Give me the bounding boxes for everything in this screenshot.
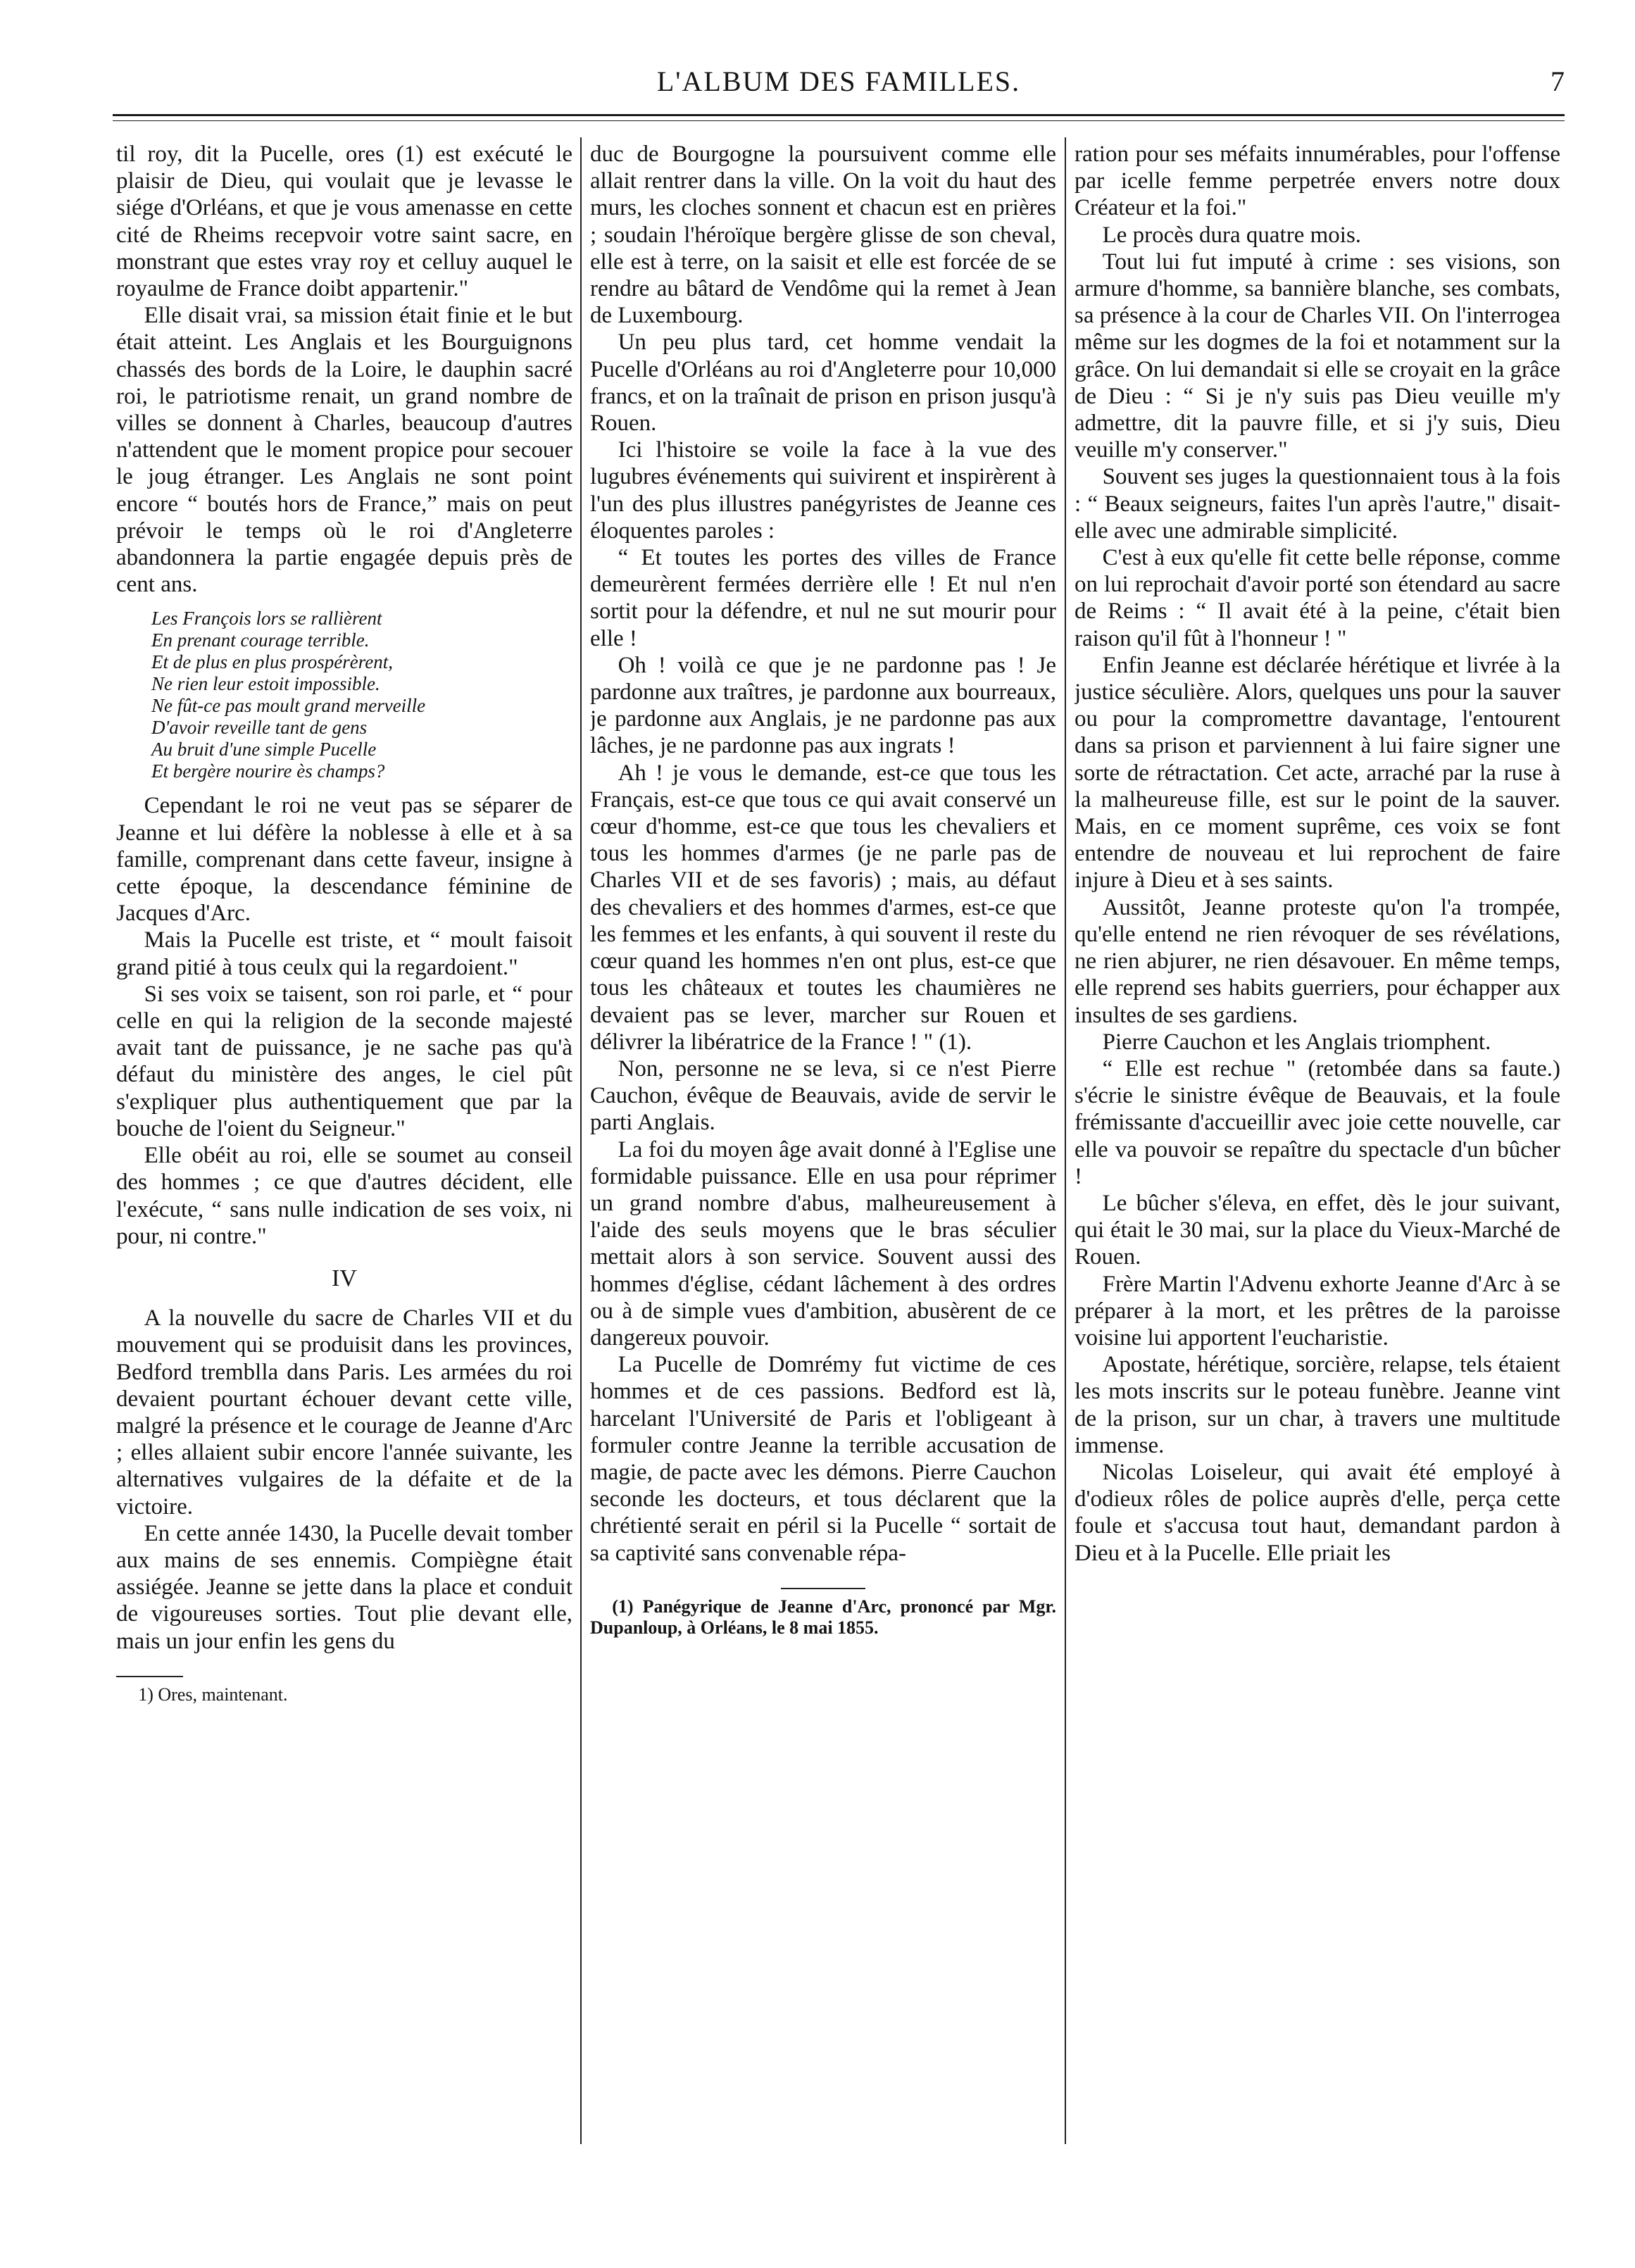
column-2 xyxy=(590,141,1056,2141)
running-title: L'ALBUM DES FAMILLES. xyxy=(656,65,1021,97)
poem-line: Les François lors se rallièrent xyxy=(151,608,382,629)
poem-quote xyxy=(151,608,572,782)
paragraph: Le bûcher s'éleva, en effet, dès le jour suivant, qui était le 30 mai, sur la place du Vieux-Marché de Rouen. xyxy=(1075,1190,1560,1270)
paragraph: La Pucelle de Domrémy fut victime de ces hommes et de ces passions. Bedford est là, harcelant l'Université de Paris et l'obligeant à formuler contre Jeanne la terrible accusation de magie, de pacte avec les démons. Pierre Cauchon seconde les docteurs, et tous déclarent que la chrétienté serait en péril si la Pucelle “ sortait de sa captivité sans convenable répa- xyxy=(590,1352,1056,1566)
paragraph: Frère Martin l'Advenu exhorte Jeanne d'Arc à se préparer à la mort, et les prêtres de la paroisse voisine lui apportent l'eucharistie. xyxy=(1075,1271,1560,1351)
paragraph: Apostate, hérétique, sorcière, relapse, tels étaient les mots inscrits sur le poteau funèbre. Jeanne vint de la prison, sur un char, à travers une multitude immense. xyxy=(1075,1352,1560,1458)
paragraph: Elle disait vrai, sa mission était finie et le but était atteint. Les Anglais et les Bourguignons chassés des bords de la Loire, le dauphin sacré roi, le patriotisme renait, un grand nombre de villes se donnent à Charles, beaucoup d'autres n'attendent que le moment propice pour secouer le joug étranger. Les Anglais ne sont point encore “ boutés hors de France,” mais on peut prévoir le temps où le roi d'Angleterre abandonnera la partie engagée depuis près de cent ans. xyxy=(116,303,572,598)
paragraph: Ah ! je vous le demande, est-ce que tous les Français, est-ce que tous ce qui avait conservé un cœur d'homme, est-ce que tous les chevaliers et tous les hommes d'armes (je ne parle pas de Charles VII et de ses favoris) ; mais, au défaut des chevaliers et des hommes d'armes, est-ce que les femmes et les enfants, à qui souvent il reste du cœur quand les hommes n'en ont plus, est-ce que tous les châteaux et toutes les chaumières ne devaient pas se lever, marcher sur Rouen et délivrer la libératrice de la France ! " (1). xyxy=(590,760,1056,1055)
poem-line: Ne rien leur estoit impossible. xyxy=(151,673,380,695)
paragraph: Mais la Pucelle est triste, et “ moult faisoit grand pitié à tous ceulx qui la regardoient." xyxy=(116,927,572,980)
footnote-rule xyxy=(116,1676,183,1677)
paragraph: Aussitôt, Jeanne proteste qu'on l'a trompée, qu'elle entend ne rien révoquer de ses révélations, ne rien abjurer, ne rien désavouer. En même temps, elle reprend ses habits guerriers, pour échapper aux insultes de ses gardiens. xyxy=(1075,894,1560,1028)
poem-line: D'avoir reveille tant de gens xyxy=(151,717,368,739)
column-3 xyxy=(1075,141,1560,2141)
paragraph: Elle obéit au roi, elle se soumet au conseil des hommes ; ce que d'autres décident, elle l'exécute, “ sans nulle indication de ses voix, ni pour, ni contre." xyxy=(116,1143,572,1249)
column-divider-right xyxy=(1065,137,1066,2144)
paragraph: Souvent ses juges la questionnaient tous à la fois : “ Beaux seigneurs, faites l'un après l'autre," disait-elle avec une admirable simplicité. xyxy=(1075,464,1560,544)
section-heading: IV xyxy=(332,1265,357,1291)
paragraph: Non, personne ne se leva, si ce n'est Pierre Cauchon, évêque de Beauvais, avide de servir le parti Anglais. xyxy=(590,1055,1056,1136)
page-number: 7 xyxy=(1551,65,1565,97)
column-1 xyxy=(116,141,572,2141)
paragraph: Enfin Jeanne est déclarée hérétique et livrée à la justice séculière. Alors, quelques uns pour la sauver ou pour la compromettre davantage, l'entourent dans sa prison et parviennent à lui faire signer une sorte de rétractation. Cet acte, arraché par la ruse à la malheureuse fille, est sur le point de la sauver. Mais, en ce moment suprême, ces voix se font entendre de nouveau et lui reprochent de faire injure à Dieu et à ses saints. xyxy=(1075,652,1560,894)
poem-line: Et de plus en plus prospérèrent, xyxy=(151,651,393,673)
footnote-rule xyxy=(781,1588,865,1589)
paragraph: ration pour ses méfaits innumérables, pour l'offense par icelle femme perpetrée envers notre doux Créateur et la foi." xyxy=(1075,142,1560,221)
paragraph: Pierre Cauchon et les Anglais triomphent. xyxy=(1102,1029,1491,1055)
column-divider-left xyxy=(580,137,582,2144)
paragraph: Tout lui fut imputé à crime : ses visions, son armure d'homme, sa bannière blanche, ses combats, sa présence à la cour de Charles VII. On l'interrogea même sur les dogmes de la foi et notamment sur la grâce. On lui demandait si elle se croyait en la grâce de Dieu : “ Si je n'y suis pas Dieu veuille m'y admettre, dit la pauvre fille, et si j'y suis, Dieu veuille m'y conserver." xyxy=(1075,249,1560,463)
poem-line: Ne fût-ce pas moult grand merveille xyxy=(151,695,426,717)
header-rule xyxy=(113,114,1565,121)
paragraph: Oh ! voilà ce que je ne pardonne pas ! Je pardonne aux traîtres, je pardonne aux bourreaux, je pardonne aux Anglais, je ne pardonne pas aux lâches, je ne pardonne pas aux ingrats ! xyxy=(590,652,1056,759)
paragraph: A la nouvelle du sacre de Charles VII et du mouvement qui se produisit dans les provinces, Bedford tremblla dans Paris. Les armées du roi devaient pourtant échouer devant cette ville, malgré la présence et le courage de Jeanne d'Arc ; elles allaient subir encore l'année suivante, les alternatives vulgaires de la défaite et de la victoire. xyxy=(116,1305,572,1520)
poem-line: Au bruit d'une simple Pucelle xyxy=(151,739,377,760)
poem-line: Et bergère nourire ès champs? xyxy=(151,760,385,782)
paragraph: Le procès dura quatre mois. xyxy=(1102,222,1362,248)
paragraph: Nicolas Loiseleur, qui avait été employé à d'odieux rôles de police auprès d'elle, perça cette foule et s'accusa tout haut, demandant pardon à Dieu et à la Pucelle. Elle priait les xyxy=(1075,1459,1560,1566)
paragraph: La foi du moyen âge avait donné à l'Eglise une formidable puissance. Elle en usa pour réprimer un grand nombre d'abus, malheureusement à l'aide des seuls moyens que le bras séculier mettait alors à son service. Souvent aussi des hommes d'église, cédant lâchement à des ordres ou à de simple vues d'ambition, abusèrent de ce dangereux pouvoir. xyxy=(590,1136,1056,1351)
footnote: (1) Panégyrique de Jeanne d'Arc, prononcé par Mgr. Dupanloup, à Orléans, le 8 mai 1855. xyxy=(590,1596,1056,1638)
poem-line: En prenant courage terrible. xyxy=(151,629,370,651)
paragraph: Un peu plus tard, cet homme vendait la Pucelle d'Orléans au roi d'Angleterre pour 10,000 francs, et on la traînait de prison en prison jusqu'à Rouen. xyxy=(590,330,1056,437)
paragraph: En cette année 1430, la Pucelle devait tomber aux mains de ses ennemis. Compiègne était assiégée. Jeanne se jette dans la place et conduit de vigoureuses sorties. Tout plie devant elle, mais un jour enfin les gens du xyxy=(116,1520,572,1654)
paragraph: duc de Bourgogne la poursuivent comme elle allait rentrer dans la ville. On la voit du haut des murs, les cloches sonnent et chacun est en prières ; soudain l'héroïque bergère glisse de son cheval, elle est à terre, on la saisit et elle est forcée de se rendre au bâtard de Vendôme qui la remet à Jean de Luxembourg. xyxy=(590,142,1056,329)
paragraph: Si ses voix se taisent, son roi parle, et “ pour celle en qui la religion de la seconde majesté avait tant de puissance, je ne sache pas qu'à défaut du ministère des anges, le ciel pût s'expliquer plus authentiquement que par la bouche de l'oient du Seigneur." xyxy=(116,981,572,1141)
paragraph: “ Et toutes les portes des villes de France demeurèrent fermées derrière elle ! Et nul n'en sortit pour la défendre, et nul ne sut mourir pour elle ! xyxy=(590,545,1056,651)
paragraph: til roy, dit la Pucelle, ores (1) est exécuté le plaisir de Dieu, qui voulait que je levasse le siége d'Orléans, et que je vous amenasse en cette cité de Rheims recepvoir votre saint sacre, en monstrant que estes vray roy et celluy auquel le royaulme de France doibt appartenir." xyxy=(116,142,572,302)
footnote: 1) Ores, maintenant. xyxy=(138,1684,288,1705)
page-header xyxy=(113,65,1565,114)
paragraph: C'est à eux qu'elle fit cette belle réponse, comme on lui reprochait d'avoir porté son étendard au sacre de Reims : “ Il avait été à la peine, c'était bien raison qu'il fût à l'honneur ! " xyxy=(1075,545,1560,651)
paragraph: “ Elle est rechue " (retombée dans sa faute.) s'écrie le sinistre évêque de Beauvais, et la foule frémissante d'accueillir avec joie cette nouvelle, car elle va pouvoir se repaître du spectacle d'un bûcher ! xyxy=(1075,1055,1560,1189)
paragraph: Cependant le roi ne veut pas se séparer de Jeanne et lui défère la noblesse à elle et à sa famille, comprenant dans cette faveur, insigne à cette époque, la descendance féminine de Jacques d'Arc. xyxy=(116,793,572,927)
paragraph: Ici l'histoire se voile la face à la vue des lugubres événements qui suivirent et inspirèrent à l'un des plus illustres panégyristes de Jeanne ces éloquentes paroles : xyxy=(590,437,1056,544)
